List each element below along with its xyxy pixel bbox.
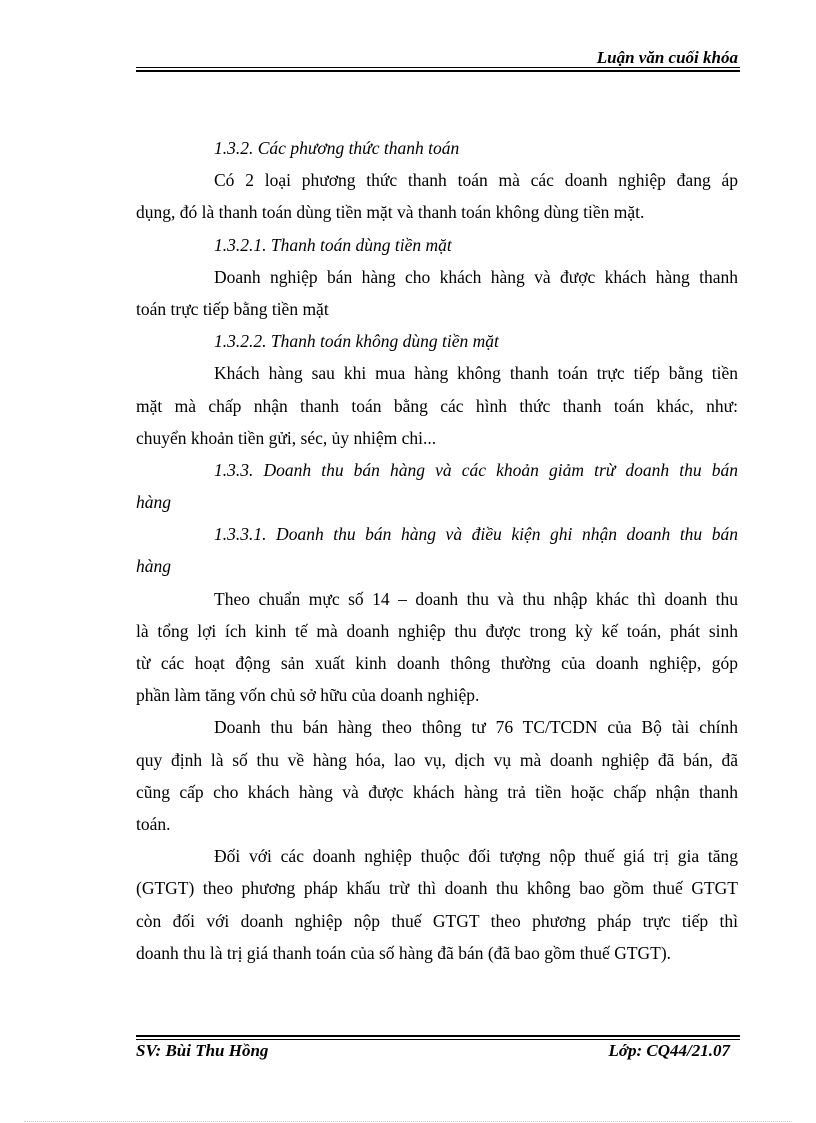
paragraph-line: Theo chuẩn mực số 14 – doanh thu và thu nhập khác thì doanh thu (214, 588, 738, 609)
paragraph-line: mặt mà chấp nhận thanh toán bằng các hình thức thanh toán khác, như: (136, 395, 738, 416)
header-rule-thick (136, 70, 740, 72)
paragraph-line: từ các hoạt động sản xuất kinh doanh thông thường của doanh nghiệp, góp (136, 653, 738, 673)
footer-rule-thin (136, 1039, 740, 1040)
section-heading-1-3-3-1: 1.3.3.1. Doanh thu bán hàng và điều kiện ghi nhận doanh thu bán (214, 524, 738, 545)
paragraph-line: Có 2 loại phương thức thanh toán mà các doanh nghiệp đang áp (214, 170, 738, 191)
section-heading-1-3-3-cont: hàng (136, 492, 171, 513)
section-heading-1-3-3-1-cont: hàng (136, 556, 171, 577)
header-title: Luận văn cuối khóa (596, 48, 738, 67)
paragraph-line: Đối với các doanh nghiệp thuộc đối tượng nộp thuế giá trị gia tăng (214, 846, 738, 867)
paragraph-line: doanh thu là trị giá thanh toán của số hàng đã bán (đã bao gồm thuế GTGT). (136, 942, 672, 963)
footer-class-code: Lớp: CQ44/21.07 (608, 1041, 730, 1060)
paragraph-line: toán. (136, 813, 171, 834)
header-rule-thin (136, 67, 740, 68)
paragraph-line: là tổng lợi ích kinh tế mà doanh nghiệp thu được trong kỳ kế toán, phát sinh (136, 620, 738, 641)
paragraph-line: cũng cấp cho khách hàng và được khách hàng trả tiền hoặc chấp nhận thanh (136, 781, 738, 802)
section-heading-1-3-2-1: 1.3.2.1. Thanh toán dùng tiền mặt (214, 234, 452, 255)
paragraph-line: còn đối với doanh nghiệp nộp thuế GTGT theo phương pháp trực tiếp thì (136, 910, 738, 931)
paragraph-line: dụng, đó là thanh toán dùng tiền mặt và thanh toán không dùng tiền mặt. (136, 202, 645, 223)
section-heading-1-3-2: 1.3.2. Các phương thức thanh toán (214, 138, 460, 158)
body-text (136, 132, 738, 969)
paragraph-line: phần làm tăng vốn chủ sở hữu của doanh nghiệp. (136, 685, 480, 706)
paragraph-line: Doanh thu bán hàng theo thông tư 76 TC/TCDN của Bộ tài chính (214, 717, 738, 738)
section-heading-1-3-3: 1.3.3. Doanh thu bán hàng và các khoản giảm trừ doanh thu bán (214, 459, 738, 480)
paragraph-line: Khách hàng sau khi mua hàng không thanh toán trực tiếp bằng tiền (214, 363, 738, 384)
footer-rule-thick (136, 1035, 740, 1037)
page-bottom-divider (24, 1121, 792, 1122)
paragraph-line: toán trực tiếp bằng tiền mặt (136, 298, 329, 319)
paragraph-line: (GTGT) theo phương pháp khấu trừ thì doanh thu không bao gồm thuế GTGT (136, 878, 738, 899)
footer-student-name: SV: Bùi Thu Hồng (136, 1041, 269, 1060)
paragraph-line: quy định là số thu về hàng hóa, lao vụ, dịch vụ mà doanh nghiệp đã bán, đã (136, 749, 738, 770)
paragraph-line: Doanh nghiệp bán hàng cho khách hàng và được khách hàng thanh (214, 266, 738, 287)
paragraph-line: chuyển khoản tiền gửi, séc, ủy nhiệm chi... (136, 427, 437, 448)
section-heading-1-3-2-2: 1.3.2.2. Thanh toán không dùng tiền mặt (214, 331, 499, 352)
